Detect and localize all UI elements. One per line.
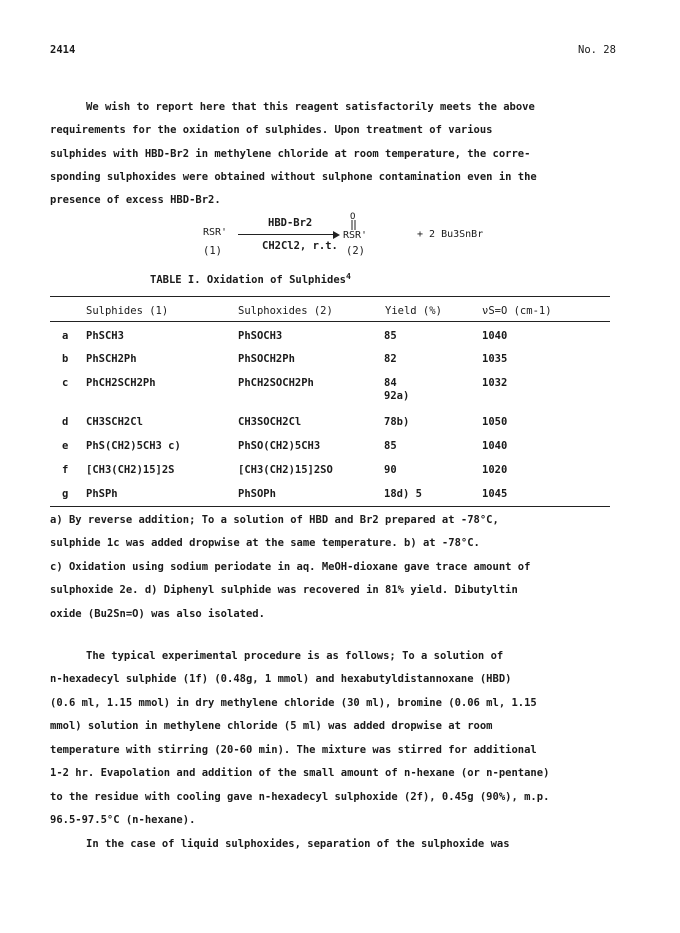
sulphide-cell: PhSCH3 [86, 330, 124, 342]
intro-line: requirements for the oxidation of sulphides. Upon treatment of various [50, 124, 493, 136]
row-id: f [62, 464, 69, 476]
row-id: d [62, 416, 69, 428]
intro-line: sponding sulphoxides were obtained without sulphone contamination even in the [50, 171, 537, 183]
reaction-arrow [238, 234, 338, 235]
scheme-reactant-label: (1) [203, 245, 222, 257]
procedure-line: The typical experimental procedure is as follows; To a solution of [86, 650, 504, 662]
journal-issue: No. 28 [578, 44, 616, 56]
table-bottom-rule [50, 506, 610, 507]
nu-cell: 1050 [482, 416, 508, 428]
footnote-line: sulphide 1c was added dropwise at the same temperature. b) at -78°C. [50, 537, 480, 549]
scheme-reagent-above: HBD-Br2 [268, 217, 313, 229]
procedure-line: (0.6 ml, 1.15 mmol) in dry methylene chloride (30 ml), bromine (0.06 ml, 1.15 [50, 697, 537, 709]
nu-cell: 1040 [482, 330, 508, 342]
footnote-line: a) By reverse addition; To a solution of HBD and Br2 prepared at -78°C, [50, 514, 499, 526]
column-header-nu: νS=O (cm-1) [482, 305, 552, 317]
sulphoxide-cell: PhSOCH3 [238, 330, 283, 342]
page-number: 2414 [50, 44, 76, 56]
sulphoxide-cell: PhSOCH2Ph [238, 353, 295, 365]
procedure-line: mmol) solution in methylene chloride (5 ml) was added dropwise at room [50, 720, 493, 732]
row-id: e [62, 440, 69, 452]
yield-cell: 90 [384, 464, 397, 476]
row-id: b [62, 353, 69, 365]
nu-cell: 1035 [482, 353, 508, 365]
yield-cell: 82 [384, 353, 397, 365]
table-header-rule [50, 321, 610, 322]
column-header-sulphides: Sulphides (1) [86, 305, 169, 317]
sulphide-cell: PhCH2SCH2Ph [86, 377, 156, 389]
sulphide-cell: PhS(CH2)5CH3 c) [86, 440, 181, 452]
nu-cell: 1020 [482, 464, 508, 476]
sulphoxide-cell: PhSO(CH2)5CH3 [238, 440, 321, 452]
sulphoxide-cell: [CH3(CH2)15]2SO [238, 464, 333, 476]
nu-cell: 1045 [482, 488, 508, 500]
sulphide-cell: PhSCH2Ph [86, 353, 137, 365]
sulphide-cell: PhSPh [86, 488, 118, 500]
nu-cell: 1032 [482, 377, 508, 389]
scheme-product: RSR' [343, 230, 368, 241]
scheme-reagent-below: CH2Cl2, r.t. [262, 240, 338, 252]
footnote-line: sulphoxide 2e. d) Diphenyl sulphide was recovered in 81% yield. Dibutyltin [50, 584, 518, 596]
row-id: g [62, 488, 69, 500]
yield-cell: 85 [384, 330, 397, 342]
intro-line: presence of excess HBD-Br2. [50, 194, 221, 206]
procedure-line: n-hexadecyl sulphide (1f) (0.48g, 1 mmol) and hexabutyldistannoxane (HBD) [50, 673, 512, 685]
table-top-rule [50, 296, 610, 297]
row-id: a [62, 330, 69, 342]
procedure-line: 1-2 hr. Evapolation and addition of the small amount of n-hexane (or n-pentane) [50, 767, 550, 779]
footnote-line: oxide (Bu2Sn=O) was also isolated. [50, 608, 265, 620]
sulphoxide-cell: PhSOPh [238, 488, 276, 500]
sulphide-cell: [CH3(CH2)15]2S [86, 464, 175, 476]
sulphoxide-cell: PhCH2SOCH2Ph [238, 377, 314, 389]
yield-cell: 85 [384, 440, 397, 452]
procedure-line: to the residue with cooling gave n-hexadecyl sulphoxide (2f), 0.45g (90%), m.p. [50, 791, 550, 803]
table-title [150, 270, 351, 286]
table-title-text: TABLE I. Oxidation of Sulphides [150, 274, 346, 286]
procedure-line: 96.5-97.5°C (n-hexane). [50, 814, 196, 826]
row-id: c [62, 377, 69, 389]
yield-cell: 84 [384, 377, 397, 389]
procedure-line: temperature with stirring (20-60 min). The mixture was stirred for additional [50, 744, 537, 756]
column-header-yield: Yield (%) [385, 305, 442, 317]
yield-cell: 18d) 5 [384, 488, 422, 500]
yield-cell: 78b) [384, 416, 410, 428]
closing-line: In the case of liquid sulphoxides, separation of the sulphoxide was [86, 838, 510, 850]
footnote-line: c) Oxidation using sodium periodate in aq. MeOH-dioxane gave trace amount of [50, 561, 531, 573]
scheme-product-label: (2) [346, 245, 365, 257]
column-header-sulphoxides: Sulphoxides (2) [238, 305, 333, 317]
scheme-reactant: RSR' [203, 227, 228, 238]
scheme-byproduct: + 2 Bu3SnBr [417, 229, 484, 240]
yield-cell-reverse-addition: 92a) [384, 390, 410, 402]
scheme-product-oxygen: O [350, 212, 356, 222]
sulphoxide-cell: CH3SOCH2Cl [238, 416, 302, 428]
intro-line: sulphides with HBD-Br2 in methylene chloride at room temperature, the corre- [50, 148, 531, 160]
sulphide-cell: CH3SCH2Cl [86, 416, 143, 428]
nu-cell: 1040 [482, 440, 508, 452]
table-title-ref: 4 [345, 270, 351, 281]
intro-line: We wish to report here that this reagent satisfactorily meets the above [86, 101, 535, 113]
